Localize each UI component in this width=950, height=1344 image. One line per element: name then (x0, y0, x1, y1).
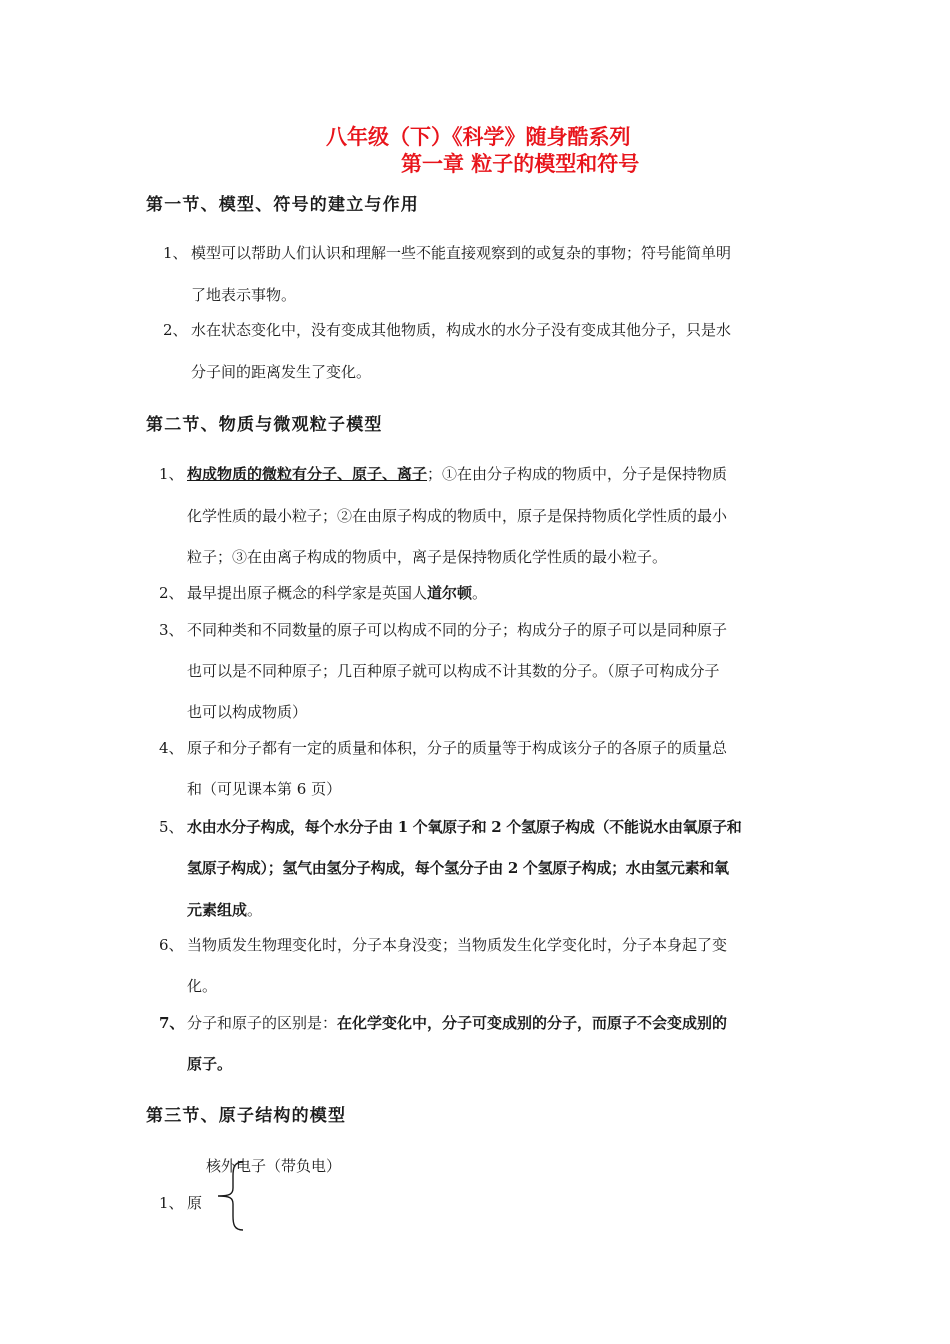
list-number: 6、 (159, 936, 184, 954)
paragraph-line: 化学性质的最小粒子；②在由原子构成的物质中，原子是保持物质化学性质的最小 (187, 507, 728, 525)
paragraph-line: 不同种类和不同数量的原子可以构成不同的分子；构成分子的原子可以是同种原子 (187, 621, 728, 639)
emphasis-text: 在化学变化中，分子可变成别的分子，而原子不会变成别的 (337, 1014, 728, 1032)
section-heading-1: 第一节、模型、符号的建立与作用 (146, 195, 419, 215)
body-text: ；①在由分子构成的物质中，分子是保持物质 (427, 465, 728, 483)
paragraph-line (187, 464, 727, 484)
list-number: 7、 (159, 1014, 185, 1032)
emphasis-text: 元素组成 (187, 901, 248, 919)
paragraph-line: 原子和分子都有一定的质量和体积，分子的质量等于构成该分子的各原子的质量总 (187, 739, 728, 757)
paragraph-line: 当物质发生物理变化时，分子本身没变；当物质发生化学变化时，分子本身起了变 (187, 936, 728, 954)
list-number: 2、 (159, 584, 184, 602)
paragraph-line: 模型可以帮助人们认识和理解一些不能直接观察到的或复杂的事物；符号能简单明 (191, 244, 732, 262)
list-number: 1、 (159, 465, 184, 483)
body-text: 分子和原子的区别是： (187, 1014, 338, 1032)
paragraph-line: 化。 (187, 977, 218, 995)
paragraph-line: 了地表示事物。 (191, 286, 297, 304)
list-number: 1、 (163, 244, 188, 262)
paragraph-line: 分子间的距离发生了变化。 (191, 363, 372, 381)
curly-brace-icon (212, 1160, 252, 1232)
paragraph-line: 水在状态变化中，没有变成其他物质，构成水的水分子没有变成其他分子，只是水 (191, 321, 732, 339)
section-heading-3: 第三节、原子结构的模型 (146, 1106, 347, 1126)
chapter-title: 第一章 粒子的模型和符号 (401, 152, 640, 176)
body-text: 。 (247, 901, 263, 919)
paragraph-line (187, 1013, 727, 1033)
paragraph-line: 也可以是不同种原子；几百种原子就可以构成不计其数的分子。（原子可构成分子 (187, 662, 720, 680)
list-number: 1、 (159, 1194, 184, 1212)
document-title: 八年级（下）《科学》随身酷系列 (326, 125, 631, 149)
list-number: 3、 (159, 621, 184, 639)
body-text: 最早提出原子概念的科学家是英国人 (187, 584, 428, 602)
paragraph-line: 水由水分子构成，每个水分子由 1 个氧原子和 2 个氢原子构成（不能说水由氧原子和 (187, 818, 742, 836)
paragraph-line: 原 (187, 1194, 203, 1212)
paragraph-line (187, 583, 487, 603)
section-heading-2: 第二节、物质与微观粒子模型 (146, 415, 383, 435)
body-text: 。 (472, 584, 488, 602)
branch-label: 核外电子（带负电） (206, 1157, 342, 1175)
paragraph-line: 原子。 (187, 1055, 233, 1073)
list-number: 5、 (159, 818, 184, 836)
emphasis-text: 道尔顿 (427, 584, 473, 602)
paragraph-line: 粒子；③在由离子构成的物质中，离子是保持物质化学性质的最小粒子。 (187, 548, 668, 566)
list-number: 2、 (163, 321, 188, 339)
emphasis-text: 构成物质的微粒有分子、原子、离子 (187, 465, 428, 483)
paragraph-line (187, 900, 262, 920)
paragraph-line: 氢原子构成）；氢气由氢分子构成，每个氢分子由 2 个氢原子构成；水由氢元素和氧 (187, 859, 729, 877)
list-number: 4、 (159, 739, 184, 757)
paragraph-line: 也可以构成物质） (187, 703, 308, 721)
paragraph-line: 和（可见课本第 6 页） (187, 780, 342, 798)
